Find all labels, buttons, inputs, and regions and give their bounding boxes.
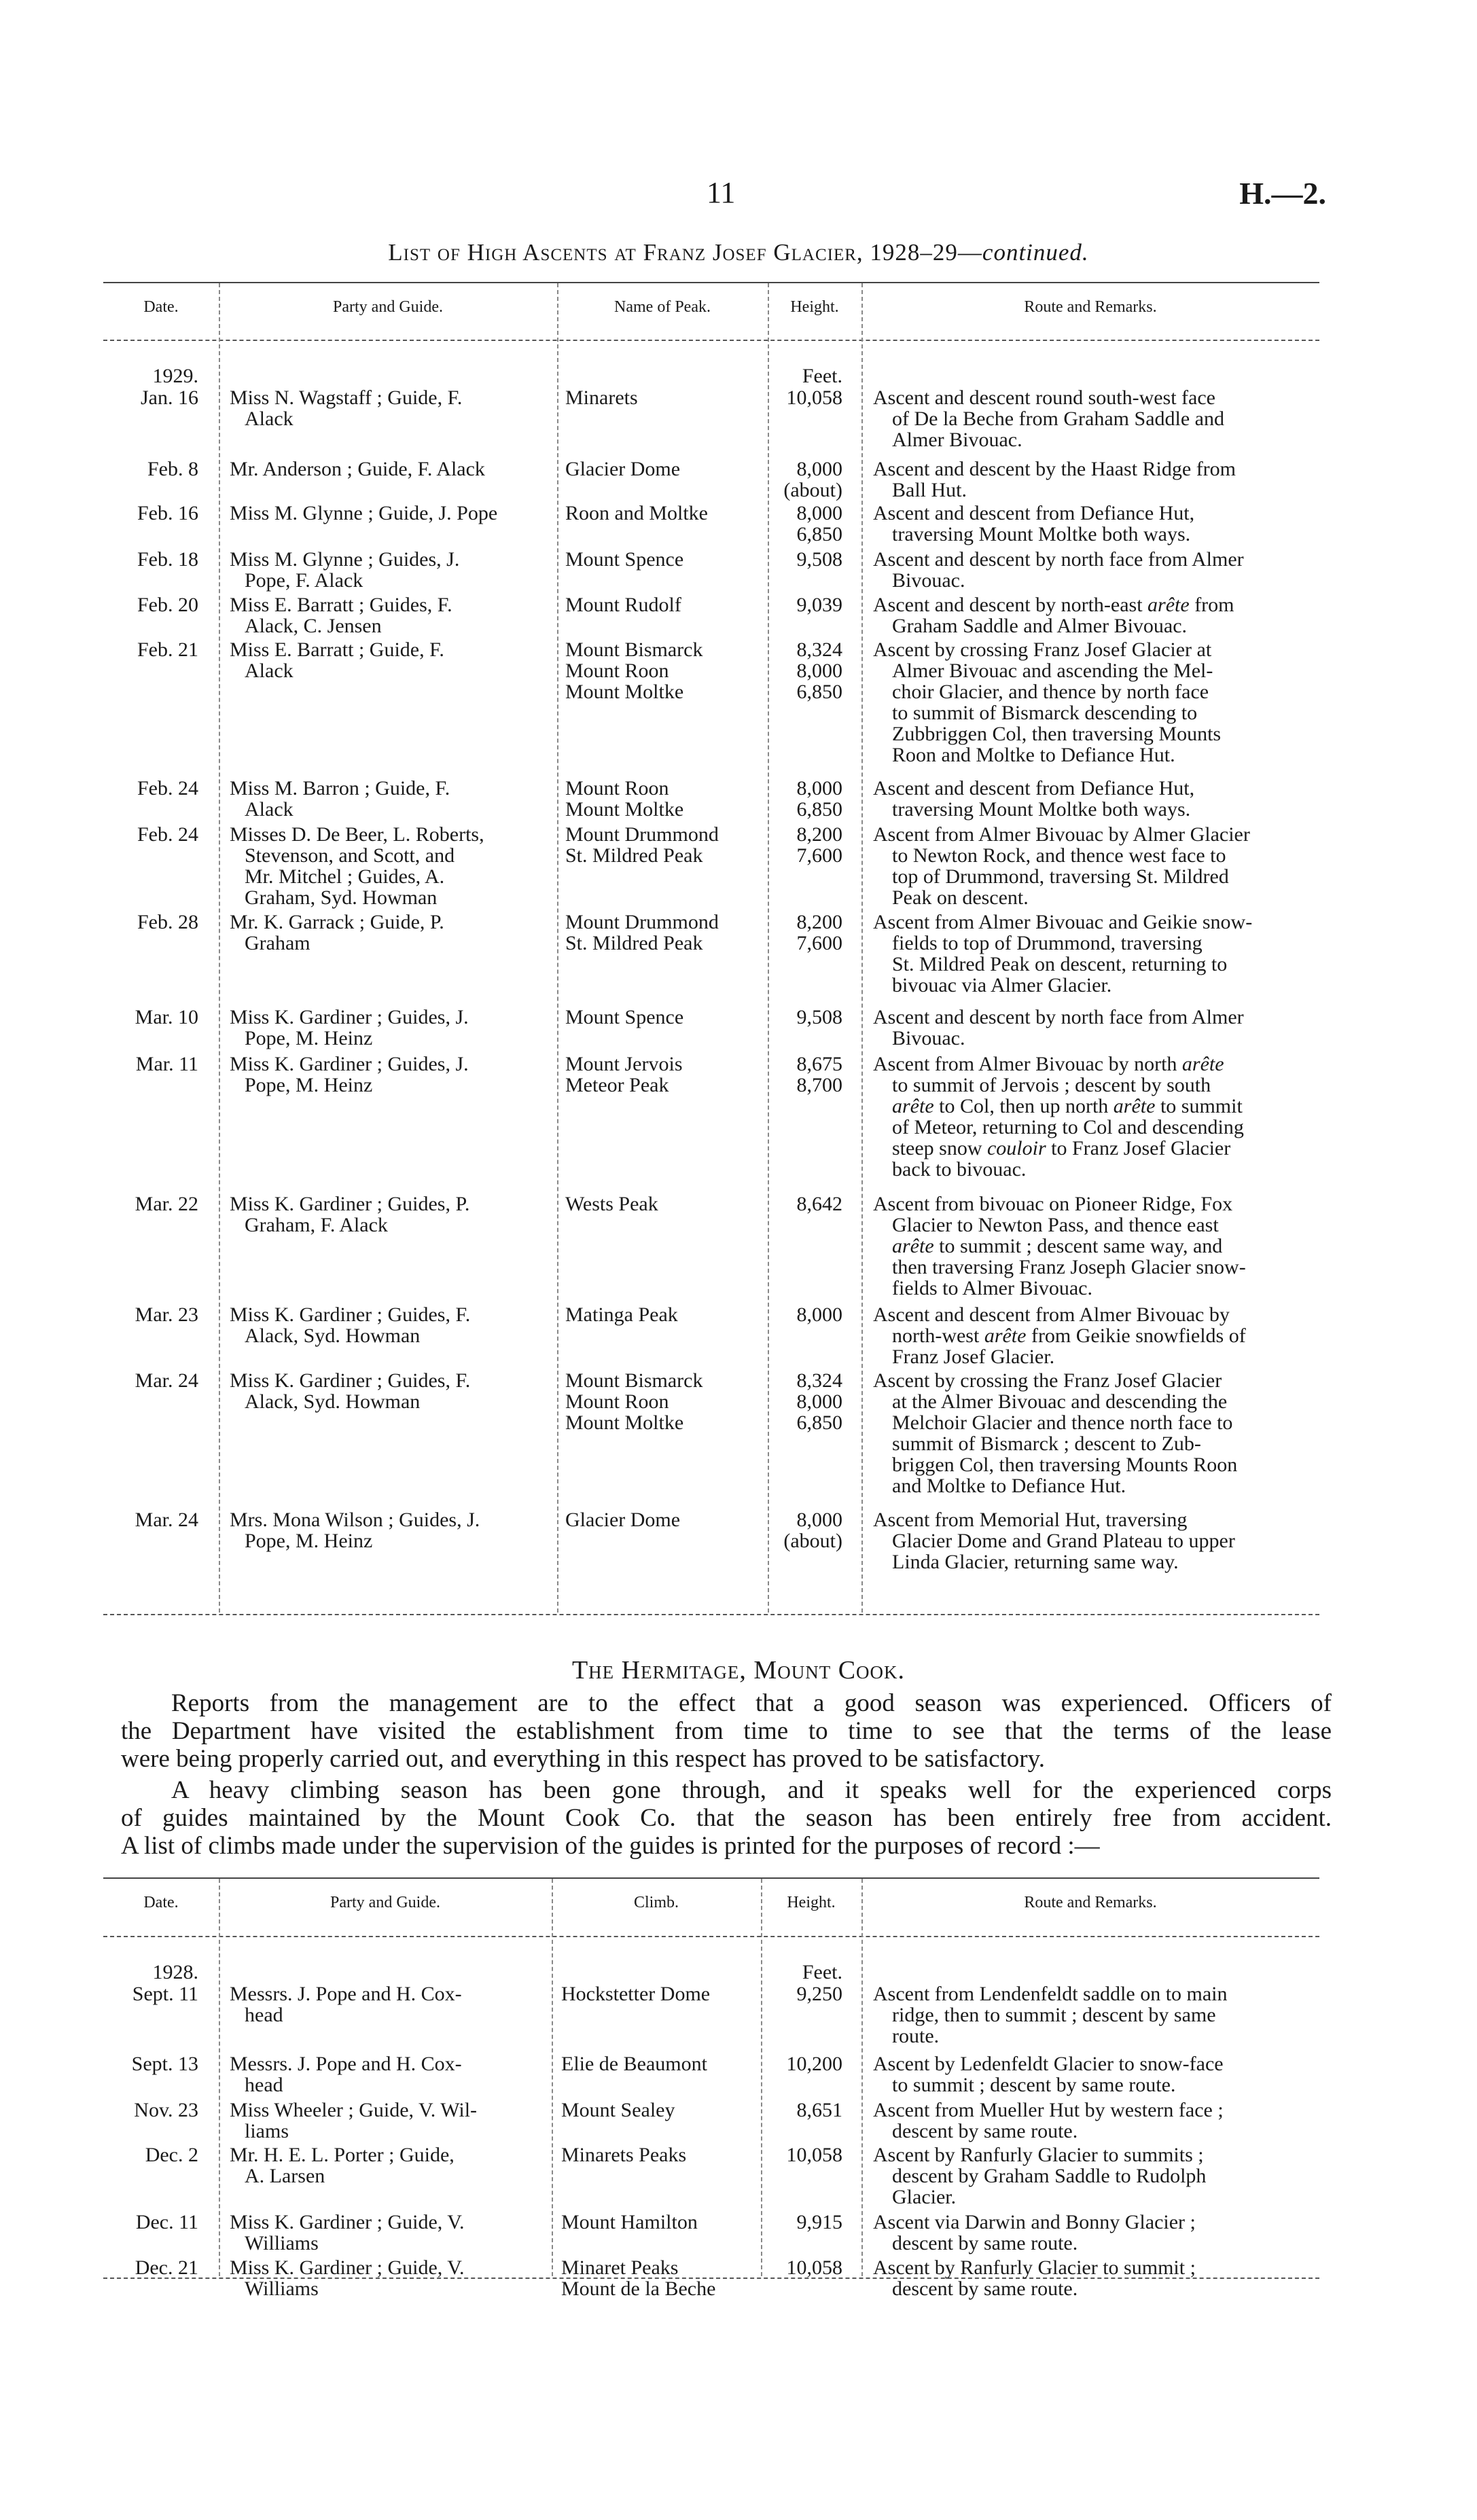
route-line: traversing Mount Moltke both ways. xyxy=(892,523,1191,545)
peak-name: Mount Bismarck xyxy=(565,638,703,661)
route-line: Ascent by crossing the Franz Josef Glacier xyxy=(873,1369,1222,1392)
row-route xyxy=(873,2053,1321,2095)
row-party xyxy=(230,1509,545,1551)
route-line: St. Mildred Peak on descent, returning to xyxy=(892,953,1228,975)
route-line: Glacier Dome and Grand Plateau to upper xyxy=(892,1530,1235,1552)
peak-name: Mount Roon xyxy=(565,660,669,682)
table1-title-continued: continued. xyxy=(982,239,1089,266)
row-party xyxy=(230,639,545,681)
column-header-height: Height. xyxy=(787,1894,836,1911)
row-date: Mar. 24 xyxy=(135,1369,198,1392)
route-line: traversing Mount Moltke both ways. xyxy=(892,798,1191,821)
row-route xyxy=(873,1304,1321,1367)
party-line: Pope, M. Heinz xyxy=(245,1530,373,1552)
party-line: Miss E. Barratt ; Guides, F. xyxy=(230,594,452,616)
column-header-climb: Climb. xyxy=(633,1894,679,1911)
column-divider xyxy=(557,283,558,1613)
route-line: Peak on descent. xyxy=(892,886,1029,909)
party-line: Mr. H. E. L. Porter ; Guide, xyxy=(230,2144,455,2166)
row-route xyxy=(873,387,1321,450)
row-party xyxy=(230,1304,545,1346)
height-unit-label: Feet. xyxy=(802,1961,842,1983)
row-party xyxy=(230,549,545,591)
route-line: top of Drummond, traversing St. Mildred xyxy=(892,865,1229,888)
height-value: 8,675 xyxy=(796,1053,842,1075)
row-route xyxy=(873,1509,1321,1572)
peak-name: Mount Spence xyxy=(565,1006,684,1028)
row-route xyxy=(873,2100,1321,2142)
height-value: 8,651 xyxy=(796,2099,842,2121)
route-line: Ascent and descent round south-west face xyxy=(873,386,1215,409)
row-date: Feb. 18 xyxy=(137,548,198,571)
row-height xyxy=(727,1304,842,1325)
row-height xyxy=(727,824,842,866)
peak-name: Glacier Dome xyxy=(565,458,681,480)
route-line: Ascent from Memorial Hut, traversing xyxy=(873,1509,1188,1531)
height-value: 9,039 xyxy=(796,594,842,616)
row-height xyxy=(727,2053,842,2074)
table-top-rule xyxy=(103,1877,1319,1879)
height-value: 7,600 xyxy=(796,844,842,867)
peak-name: Wests Peak xyxy=(565,1193,658,1215)
row-height xyxy=(727,2212,842,2233)
peak-name: Minarets xyxy=(565,386,638,409)
route-line: Glacier. xyxy=(892,2186,957,2208)
hermitage-paragraph-1 xyxy=(121,1689,1332,1773)
row-date: Jan. 16 xyxy=(141,386,198,409)
party-line: Miss K. Gardiner ; Guides, J. xyxy=(230,1006,469,1028)
hermitage-paragraph-2 xyxy=(121,1776,1332,1860)
party-line: Alack, Syd. Howman xyxy=(245,1390,421,1413)
party-line: Miss K. Gardiner ; Guides, P. xyxy=(230,1193,470,1215)
table-header-rule xyxy=(103,340,1319,341)
row-party xyxy=(230,1370,545,1412)
height-value: 6,850 xyxy=(796,1411,842,1434)
height-value: 10,058 xyxy=(786,2256,842,2279)
row-height xyxy=(727,503,842,545)
route-line: descent by same route. xyxy=(892,2120,1078,2142)
height-value: 8,200 xyxy=(796,911,842,933)
party-line: Miss K. Gardiner ; Guide, V. xyxy=(230,2211,465,2233)
height-value: 8,000 xyxy=(796,502,842,524)
route-line: Bivouac. xyxy=(892,1027,965,1049)
route-line: Ascent from Almer Bivouac by north arête xyxy=(873,1053,1224,1075)
party-line: Miss K. Gardiner ; Guides, F. xyxy=(230,1369,471,1392)
column-header-party: Party and Guide. xyxy=(330,1894,440,1911)
route-line: Franz Josef Glacier. xyxy=(892,1346,1055,1368)
height-value: 7,600 xyxy=(796,932,842,954)
peak-name: St. Mildred Peak xyxy=(565,844,703,867)
route-line: to summit of Bismarck descending to xyxy=(892,702,1198,724)
row-height xyxy=(727,1509,842,1551)
height-value: 8,000 xyxy=(796,458,842,480)
party-line: Messrs. J. Pope and H. Cox- xyxy=(230,1983,462,2005)
row-height xyxy=(727,1983,842,2004)
route-line: Almer Bivouac. xyxy=(892,429,1022,451)
row-party xyxy=(230,2053,539,2095)
row-date: Feb. 16 xyxy=(137,502,198,524)
party-line: Miss M. Barron ; Guide, F. xyxy=(230,777,450,799)
party-line: Alack xyxy=(245,660,293,682)
route-line: Ascent from Almer Bivouac and Geikie snow- xyxy=(873,911,1253,933)
route-line: descent by same route. xyxy=(892,2232,1078,2254)
peak-name: Hockstetter Dome xyxy=(561,1983,711,2005)
row-route xyxy=(873,1054,1321,1180)
row-party xyxy=(230,778,545,820)
row-date: Mar. 10 xyxy=(135,1006,198,1028)
route-line: back to bivouac. xyxy=(892,1158,1027,1181)
route-line: arête to Col, then up north arête to summit xyxy=(892,1095,1243,1117)
row-date: Feb. 20 xyxy=(137,594,198,616)
height-value: 9,250 xyxy=(796,1983,842,2005)
route-line: Bivouac. xyxy=(892,569,965,592)
route-line: Ascent and descent by north face from Almer xyxy=(873,548,1244,571)
route-line: choir Glacier, and thence by north face xyxy=(892,681,1209,703)
row-route xyxy=(873,2144,1321,2208)
row-party xyxy=(230,2257,539,2299)
party-line: Mr. Mitchel ; Guides, A. xyxy=(245,865,445,888)
route-line: descent by same route. xyxy=(892,2278,1078,2300)
party-line: Alack xyxy=(245,798,293,821)
row-height xyxy=(727,639,842,702)
column-divider xyxy=(219,1879,220,2276)
height-value: 8,000 xyxy=(796,1303,842,1326)
paragraph-line: the Department have visited the establishment from time to time to see that the terms of the lease xyxy=(121,1717,1332,1745)
peak-name: Minaret Peaks xyxy=(561,2256,679,2279)
row-peak xyxy=(561,2212,754,2233)
column-header-date: Date. xyxy=(143,1894,179,1911)
column-header-peak: Name of Peak. xyxy=(614,298,711,316)
row-height xyxy=(727,2144,842,2165)
party-line: head xyxy=(245,2074,283,2096)
row-date: Mar. 22 xyxy=(135,1193,198,1215)
height-value: 9,508 xyxy=(796,548,842,571)
party-line: Pope, M. Heinz xyxy=(245,1027,373,1049)
hermitage-title: The Hermitage, Mount Cook. xyxy=(571,1656,906,1685)
row-date: Feb. 24 xyxy=(137,777,198,799)
peak-name: Minarets Peaks xyxy=(561,2144,687,2166)
route-line: steep snow couloir to Franz Josef Glacier xyxy=(892,1137,1231,1159)
route-line: briggen Col, then traversing Mounts Roon xyxy=(892,1454,1238,1476)
height-value: 8,324 xyxy=(796,638,842,661)
route-line: Glacier to Newton Pass, and thence east xyxy=(892,1214,1219,1236)
row-route xyxy=(873,912,1321,996)
height-value: 8,700 xyxy=(796,1074,842,1096)
route-line: Ascent and descent by the Haast Ridge from xyxy=(873,458,1236,480)
height-value: 10,058 xyxy=(786,2144,842,2166)
route-line: Ascent via Darwin and Bonny Glacier ; xyxy=(873,2211,1196,2233)
route-line: Ball Hut. xyxy=(892,479,967,501)
peak-name: Glacier Dome xyxy=(565,1509,681,1531)
page-reference: H.—2. xyxy=(1239,176,1326,211)
party-line: Alack, C. Jensen xyxy=(245,615,382,637)
height-value: 8,000 xyxy=(796,1390,842,1413)
route-line: at the Almer Bivouac and descending the xyxy=(892,1390,1228,1413)
paragraph-line: Reports from the management are to the effect that a good season was experienced. Officers of xyxy=(171,1689,1332,1717)
route-line: to summit ; descent by same route. xyxy=(892,2074,1176,2096)
row-peak xyxy=(561,2257,754,2299)
route-line: summit of Bismarck ; descent to Zub- xyxy=(892,1433,1201,1455)
peak-name: Mount Spence xyxy=(565,548,684,571)
route-line: to summit of Jervois ; descent by south xyxy=(892,1074,1211,1096)
height-value: 6,850 xyxy=(796,523,842,545)
row-date: Feb. 21 xyxy=(137,638,198,661)
route-line: descent by Graham Saddle to Rudolph xyxy=(892,2165,1207,2187)
row-party xyxy=(230,2100,539,2142)
row-date: Sept. 13 xyxy=(131,2053,198,2075)
route-line: Ascent and descent from Defiance Hut, xyxy=(873,502,1195,524)
paragraph-line: of guides maintained by the Mount Cook Co. that the season has been entirely free from accident. xyxy=(121,1804,1332,1832)
paragraph-line: A heavy climbing season has been gone through, and it speaks well for the experienced corps xyxy=(171,1776,1332,1804)
row-route xyxy=(873,549,1321,591)
route-line: Ascent from bivouac on Pioneer Ridge, Fox xyxy=(873,1193,1233,1215)
route-line: and Moltke to Defiance Hut. xyxy=(892,1475,1126,1497)
row-date: Mar. 24 xyxy=(135,1509,198,1531)
row-date: Mar. 11 xyxy=(135,1053,198,1075)
party-line: Graham xyxy=(245,932,310,954)
party-line: Miss K. Gardiner ; Guides, J. xyxy=(230,1053,469,1075)
route-line: Ascent and descent from Defiance Hut, xyxy=(873,777,1195,799)
year-label: 1928. xyxy=(152,1961,198,1983)
column-header-date: Date. xyxy=(143,298,179,316)
route-line: of De la Beche from Graham Saddle and xyxy=(892,408,1224,430)
row-party xyxy=(230,1007,545,1049)
row-party xyxy=(230,503,545,524)
route-line: route. xyxy=(892,2025,940,2047)
route-line: ridge, then to summit ; descent by same xyxy=(892,2004,1216,2026)
route-line: Zubbriggen Col, then traversing Mounts xyxy=(892,723,1222,745)
row-route xyxy=(873,778,1321,820)
party-line: Williams xyxy=(245,2232,319,2254)
party-line: A. Larsen xyxy=(245,2165,325,2187)
row-route xyxy=(873,824,1321,908)
party-line: liams xyxy=(245,2120,289,2142)
route-line: Melchoir Glacier and thence north face to xyxy=(892,1411,1233,1434)
party-line: Stevenson, and Scott, and xyxy=(245,844,455,867)
route-line: Ascent and descent by north-east arête from xyxy=(873,594,1234,616)
party-line: Pope, F. Alack xyxy=(245,569,363,592)
row-date: Feb. 24 xyxy=(137,823,198,846)
peak-name: Mount de la Beche xyxy=(561,2278,716,2300)
party-line: Mr. K. Garrack ; Guide, P. xyxy=(230,911,444,933)
party-line: Miss M. Glynne ; Guide, J. Pope xyxy=(230,502,498,524)
party-line: Alack xyxy=(245,408,293,430)
row-height xyxy=(727,2100,842,2121)
row-height xyxy=(727,458,842,501)
row-height xyxy=(727,1193,842,1214)
peak-name: Mount Sealey xyxy=(561,2099,675,2121)
row-date: Sept. 11 xyxy=(132,1983,198,2005)
row-route xyxy=(873,503,1321,545)
row-party xyxy=(230,912,545,954)
column-header-route: Route and Remarks. xyxy=(1024,1894,1157,1911)
row-party xyxy=(230,2144,539,2186)
row-route xyxy=(873,458,1321,501)
route-line: Linda Glacier, returning same way. xyxy=(892,1551,1179,1573)
row-party xyxy=(230,594,545,636)
row-route xyxy=(873,1007,1321,1049)
row-height xyxy=(727,778,842,820)
row-peak xyxy=(561,2144,754,2165)
party-line: Miss K. Gardiner ; Guides, F. xyxy=(230,1303,471,1326)
peak-name: Mount Roon xyxy=(565,777,669,799)
table-top-rule xyxy=(103,282,1319,283)
peak-name: Mount Roon xyxy=(565,1390,669,1413)
row-height xyxy=(727,2257,842,2278)
route-line: Ascent and descent by north face from Almer xyxy=(873,1006,1244,1028)
party-line: head xyxy=(245,2004,283,2026)
party-line: Messrs. J. Pope and H. Cox- xyxy=(230,2053,462,2075)
party-line: Pope, M. Heinz xyxy=(245,1074,373,1096)
row-height xyxy=(727,1007,842,1028)
party-line: Miss N. Wagstaff ; Guide, F. xyxy=(230,386,463,409)
row-height xyxy=(727,1370,842,1433)
column-divider xyxy=(861,283,863,1613)
row-peak xyxy=(561,2053,754,2074)
row-route xyxy=(873,1193,1321,1299)
column-header-party: Party and Guide. xyxy=(333,298,443,316)
route-line: arête to summit ; descent same way, and xyxy=(892,1235,1223,1257)
peak-name: Mount Drummond xyxy=(565,823,719,846)
row-date: Feb. 28 xyxy=(137,911,198,933)
route-line: Ascent by Ranfurly Glacier to summits ; xyxy=(873,2144,1204,2166)
route-line: Ascent by Ledenfeldt Glacier to snow-face xyxy=(873,2053,1224,2075)
row-height xyxy=(727,387,842,408)
table-header-rule xyxy=(103,1936,1319,1937)
row-party xyxy=(230,824,545,908)
route-line: Ascent and descent from Almer Bivouac by xyxy=(873,1303,1230,1326)
height-value: 8,000 xyxy=(796,777,842,799)
paragraph-line: were being properly carried out, and everything in this respect has proved to be satisfactory. xyxy=(121,1745,1045,1773)
row-route xyxy=(873,639,1321,766)
route-line: of Meteor, returning to Col and descending xyxy=(892,1116,1244,1138)
column-divider xyxy=(552,1879,553,2276)
peak-name: Mount Drummond xyxy=(565,911,719,933)
party-line: Alack, Syd. Howman xyxy=(245,1325,421,1347)
row-date: Mar. 23 xyxy=(135,1303,198,1326)
peak-name: St. Mildred Peak xyxy=(565,932,703,954)
height-value: 8,200 xyxy=(796,823,842,846)
route-line: fields to top of Drummond, traversing xyxy=(892,932,1203,954)
row-height xyxy=(727,594,842,615)
column-header-route: Route and Remarks. xyxy=(1024,298,1157,316)
height-value: 8,642 xyxy=(796,1193,842,1215)
party-line: Misses D. De Beer, L. Roberts, xyxy=(230,823,484,846)
party-line: Miss E. Barratt ; Guide, F. xyxy=(230,638,444,661)
peak-name: Mount Rudolf xyxy=(565,594,681,616)
route-line: fields to Almer Bivouac. xyxy=(892,1277,1092,1299)
route-line: Ascent by Ranfurly Glacier to summit ; xyxy=(873,2256,1196,2279)
year-label: 1929. xyxy=(152,365,198,387)
party-line: Graham, Syd. Howman xyxy=(245,886,438,909)
row-route xyxy=(873,594,1321,636)
row-height xyxy=(727,549,842,570)
peak-name: Mount Moltke xyxy=(565,798,684,821)
party-line: Graham, F. Alack xyxy=(245,1214,388,1236)
row-peak xyxy=(561,1983,754,2004)
row-party xyxy=(230,1193,545,1236)
row-date: Dec. 2 xyxy=(145,2144,198,2166)
peak-name: Mount Moltke xyxy=(565,1411,684,1434)
height-value: 8,000 xyxy=(796,1509,842,1531)
peak-name: Mount Hamilton xyxy=(561,2211,698,2233)
page-number: 11 xyxy=(707,176,736,209)
height-value: 6,850 xyxy=(796,798,842,821)
table-bottom-rule xyxy=(103,1614,1319,1615)
height-value: 10,200 xyxy=(786,2053,842,2075)
peak-name: Matinga Peak xyxy=(565,1303,678,1326)
row-date: Dec. 21 xyxy=(135,2256,198,2279)
route-line: Ascent from Lendenfeldt saddle on to main xyxy=(873,1983,1228,2005)
route-line: Roon and Moltke to Defiance Hut. xyxy=(892,744,1175,766)
row-date: Nov. 23 xyxy=(134,2099,198,2121)
party-line: Williams xyxy=(245,2278,319,2300)
party-line: Miss Wheeler ; Guide, V. Wil- xyxy=(230,2099,478,2121)
height-value: 10,058 xyxy=(786,386,842,409)
route-line: then traversing Franz Joseph Glacier snow- xyxy=(892,1256,1246,1278)
column-header-height: Height. xyxy=(790,298,839,316)
party-line: Miss K. Gardiner ; Guide, V. xyxy=(230,2256,465,2279)
route-line: Ascent from Mueller Hut by western face ; xyxy=(873,2099,1224,2121)
row-party xyxy=(230,1054,545,1096)
column-divider xyxy=(219,283,220,1613)
row-party xyxy=(230,458,545,480)
peak-name: Mount Jervois xyxy=(565,1053,683,1075)
height-value: (about) xyxy=(783,1530,842,1552)
row-date: Feb. 8 xyxy=(147,458,198,480)
peak-name: Meteor Peak xyxy=(565,1074,669,1096)
route-line: north-west arête from Geikie snowfields of xyxy=(892,1325,1246,1347)
row-height xyxy=(727,912,842,954)
height-value: (about) xyxy=(783,479,842,501)
party-line: Miss M. Glynne ; Guides, J. xyxy=(230,548,460,571)
peak-name: Roon and Moltke xyxy=(565,502,708,524)
row-party xyxy=(230,1983,539,2026)
party-line: Mrs. Mona Wilson ; Guides, J. xyxy=(230,1509,480,1531)
paragraph-line: A list of climbs made under the supervision of the guides is printed for the purposes of record :— xyxy=(121,1832,1100,1860)
row-date: Dec. 11 xyxy=(135,2211,198,2233)
table1-title-main: List of High Ascents at Franz Josef Glacier, 1928–29— xyxy=(388,239,982,266)
route-line: to Newton Rock, and thence west face to xyxy=(892,844,1226,867)
row-route xyxy=(873,1983,1321,2047)
route-line: Ascent from Almer Bivouac by Almer Glacier xyxy=(873,823,1250,846)
height-unit-label: Feet. xyxy=(802,365,842,387)
height-value: 9,915 xyxy=(796,2211,842,2233)
height-value: 9,508 xyxy=(796,1006,842,1028)
row-route xyxy=(873,2212,1321,2254)
peak-name: Mount Moltke xyxy=(565,681,684,703)
row-party xyxy=(230,2212,539,2254)
table1-title xyxy=(0,239,1477,266)
party-line: Mr. Anderson ; Guide, F. Alack xyxy=(230,458,485,480)
column-divider xyxy=(861,1879,863,2276)
route-line: Almer Bivouac and ascending the Mel- xyxy=(892,660,1213,682)
peak-name: Elie de Beaumont xyxy=(561,2053,707,2075)
route-line: Graham Saddle and Almer Bivouac. xyxy=(892,615,1188,637)
row-party xyxy=(230,387,545,429)
row-route xyxy=(873,2257,1321,2299)
route-line: Ascent by crossing Franz Josef Glacier at xyxy=(873,638,1212,661)
height-value: 8,000 xyxy=(796,660,842,682)
row-route xyxy=(873,1370,1321,1496)
row-peak xyxy=(561,2100,754,2121)
height-value: 6,850 xyxy=(796,681,842,703)
row-height xyxy=(727,1054,842,1096)
route-line: bivouac via Almer Glacier. xyxy=(892,974,1112,996)
height-value: 8,324 xyxy=(796,1369,842,1392)
peak-name: Mount Bismarck xyxy=(565,1369,703,1392)
